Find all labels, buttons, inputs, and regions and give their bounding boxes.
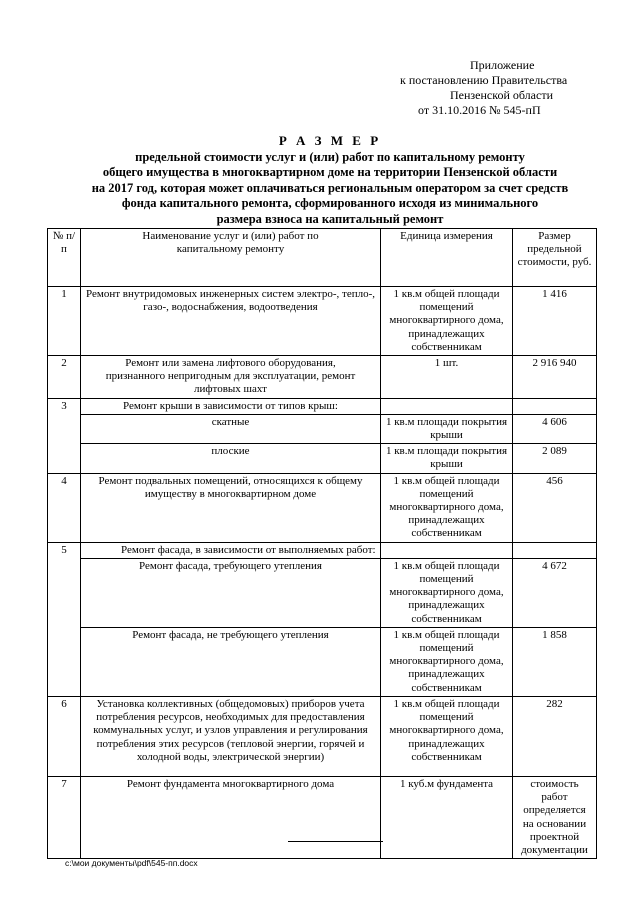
appendix-date: от 31.10.2016 № 545-пП	[418, 103, 541, 117]
table-row	[48, 356, 597, 399]
heading-line: размера взноса на капитальный ремонт	[216, 211, 444, 226]
row-cost: 2 916 940	[513, 356, 597, 399]
table-row	[48, 287, 597, 356]
row-cost: 456	[513, 473, 597, 542]
row-num-empty	[48, 627, 81, 696]
row-name: Ремонт или замена лифтового оборудования, признанного непригодным для эксплуатации, ремонт лифтовых шахт	[81, 356, 381, 399]
table-row	[48, 696, 597, 776]
row-cost: 1 416	[513, 287, 597, 356]
row-unit: 1 кв.м общей площади помещений многоквартирного дома, принадлежащих собственникам	[381, 287, 513, 356]
row-num: 1	[48, 287, 81, 356]
row-cost: 4 672	[513, 558, 597, 627]
table-subrow	[48, 558, 597, 627]
row-name: Ремонт фасада, в зависимости от выполняемых работ:	[81, 542, 381, 558]
row-num: 2	[48, 356, 81, 399]
row-unit: 1 кв.м общей площади помещений многоквартирного дома, принадлежащих собственникам	[381, 558, 513, 627]
row-unit-empty	[381, 398, 513, 414]
file-path: c:\мои документы\pdf\545-пп.docx	[65, 858, 198, 868]
row-name: Ремонт фасада, не требующего утепления	[81, 627, 381, 696]
row-name: Ремонт подвальных помещений, относящихся к общему имуществу в многоквартирном доме	[81, 473, 381, 542]
appendix-block	[390, 58, 630, 118]
header-cost: Размер предельной стоимости, руб.	[513, 229, 597, 287]
row-unit-empty	[381, 542, 513, 558]
row-name: Установка коллективных (общедомовых) приборов учета потребления ресурсов, необходимых для предоставления коммунальных услуг, и узлов управления и регулирования потребления этих ресурсов (тепловой энергии, горячей и холодной воды, электрической энергии)	[81, 696, 381, 776]
appendix-line: к постановлению Правительства	[400, 73, 568, 87]
row-unit: 1 кв.м площади покрытия крыши	[381, 444, 513, 473]
header-name: Наименование услуг и (или) работ по капитальному ремонту	[81, 229, 381, 287]
row-num-empty	[48, 444, 81, 473]
header-num: № п/п	[48, 229, 81, 287]
row-unit: 1 кв.м площади покрытия крыши	[381, 414, 513, 443]
heading-line: предельной стоимости услуг и (или) работ по капитальному ремонту	[135, 149, 525, 164]
row-name: Ремонт внутридомовых инженерных систем электро-, тепло-, газо-, водоснабжения, водоотведения	[81, 287, 381, 356]
table-row	[48, 473, 597, 542]
row-unit: 1 шт.	[381, 356, 513, 399]
row-cost-empty	[513, 398, 597, 414]
row-name: скатные	[81, 414, 381, 443]
footer-divider	[288, 841, 383, 842]
appendix-line: Пензенской области	[450, 88, 553, 102]
row-num-empty	[48, 558, 81, 627]
heading-line: на 2017 год, которая может оплачиваться региональным оператором за счет средств	[91, 180, 569, 195]
table-header-row	[48, 229, 597, 287]
row-cost: 1 858	[513, 627, 597, 696]
row-cost: 2 089	[513, 444, 597, 473]
row-name: Ремонт фасада, требующего утепления	[81, 558, 381, 627]
document-heading	[60, 133, 600, 227]
table-row	[48, 776, 597, 858]
row-unit: 1 куб.м фундамента	[381, 776, 513, 858]
row-unit: 1 кв.м общей площади помещений многоквартирного дома, принадлежащих собственникам	[381, 473, 513, 542]
row-cost: 4 606	[513, 414, 597, 443]
row-unit: 1 кв.м общей площади помещений многоквартирного дома, принадлежащих собственникам	[381, 696, 513, 776]
row-name: Ремонт крыши в зависимости от типов крыш:	[81, 398, 381, 414]
row-cost: стоимость работ определяется на основании проектной документации	[513, 776, 597, 858]
row-unit: 1 кв.м общей площади помещений многоквартирного дома, принадлежащих собственникам	[381, 627, 513, 696]
cost-table	[47, 228, 597, 859]
row-num: 5	[48, 542, 81, 558]
heading-line: фонда капитального ремонта, сформированного исходя из минимального	[121, 196, 539, 210]
heading-line: общего имущества в многоквартирном доме на территории Пензенской области	[102, 165, 558, 179]
table-subrow	[48, 444, 597, 473]
row-cost-empty	[513, 542, 597, 558]
row-cost: 282	[513, 696, 597, 776]
table-subrow	[48, 414, 597, 443]
row-num: 7	[48, 776, 81, 858]
header-unit: Единица измерения	[381, 229, 513, 287]
row-name: Ремонт фундамента многоквартирного дома	[81, 776, 381, 858]
row-num: 6	[48, 696, 81, 776]
table-row	[48, 542, 597, 558]
row-num: 3	[48, 398, 81, 414]
document-title: Р А З М Е Р	[278, 133, 382, 148]
row-num-empty	[48, 414, 81, 443]
table-row	[48, 398, 597, 414]
row-num: 4	[48, 473, 81, 542]
appendix-line: Приложение	[470, 58, 535, 72]
table-subrow	[48, 627, 597, 696]
row-name: плоские	[81, 444, 381, 473]
